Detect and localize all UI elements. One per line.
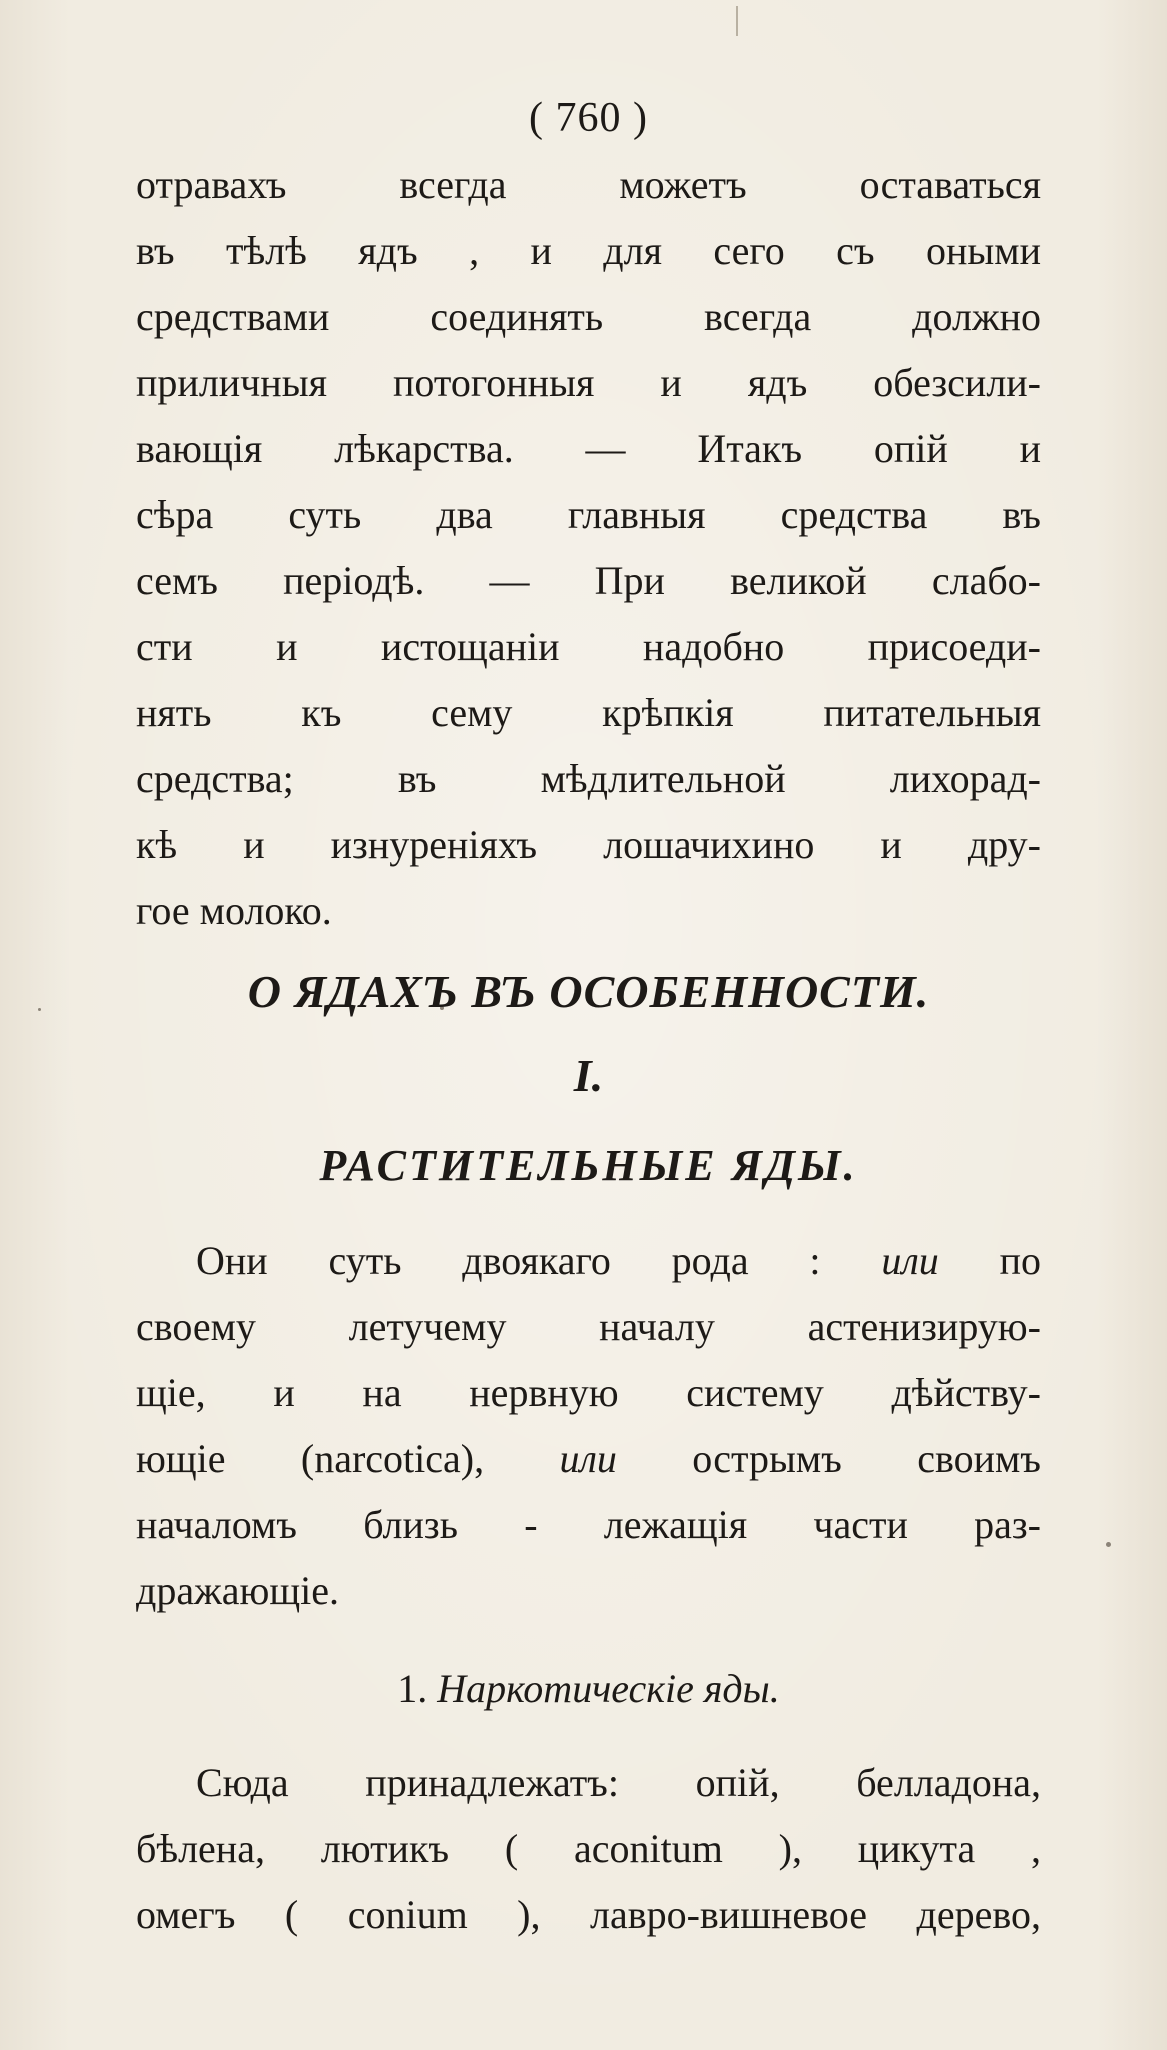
text-line: семъ періодѣ. — При великой слабо- <box>136 558 1041 603</box>
paragraph-plant-poisons <box>136 1228 1041 1624</box>
text-line: вающія лѣкарства. — Итакъ опій и <box>136 426 1041 471</box>
italic-word: или <box>881 1238 939 1283</box>
text-line: гое молоко. <box>136 888 332 933</box>
italic-word: или <box>559 1436 617 1481</box>
text-line: сѣра суть два главныя средства въ <box>136 492 1041 537</box>
page-content <box>136 92 1041 1948</box>
subsection-title: Наркотическіе яды. <box>437 1666 780 1711</box>
text-run: по <box>938 1238 1042 1283</box>
chapter-heading: О ЯДАХЪ ВЪ ОСОБЕННОСТИ. <box>247 966 930 1017</box>
text-line <box>136 1426 1041 1492</box>
text-run: острымъ своимъ <box>616 1436 1041 1481</box>
subsection-number: 1. <box>397 1666 428 1711</box>
text-run: ющіе (narcotica), <box>136 1436 560 1481</box>
text-line: своему летучему началу астенизирую- <box>136 1304 1041 1349</box>
text-line: щіе, и на нервную систему дѣйству- <box>136 1370 1041 1415</box>
page-number: ( 760 ) <box>529 95 648 141</box>
text-line: средствами соединять всегда должно <box>136 294 1041 339</box>
text-line <box>136 1228 1041 1294</box>
text-line: кѣ и изнуреніяхъ лошачихино и дру- <box>136 822 1041 867</box>
subsection-heading <box>136 1654 1041 1724</box>
text-line: приличныя потогонныя и ядъ обезсили- <box>136 360 1041 405</box>
text-line: сти и истощаніи надобно присоеди- <box>136 624 1041 669</box>
text-line: омегъ ( conium ), лавро-вишневое дерево, <box>136 1892 1041 1937</box>
paragraph-continuation <box>136 152 1041 944</box>
paragraph-narcotic-list <box>136 1750 1041 1948</box>
text-line: въ тѣлѣ ядъ , и для сего съ оными <box>136 228 1041 273</box>
ink-speck <box>1106 1542 1111 1547</box>
section-number: I. <box>573 1050 604 1101</box>
text-line: Сюда принадлежатъ: опій, белладона, <box>196 1760 1041 1805</box>
text-line: дражающіе. <box>136 1568 340 1613</box>
page-edge-mark <box>736 6 738 36</box>
text-line: отравахъ всегда можетъ оставаться <box>136 162 1041 207</box>
text-line: нять къ сему крѣпкія питательныя <box>136 690 1041 735</box>
text-line: бѣлена, лютикъ ( aconitum ), цикута , <box>136 1826 1041 1871</box>
text-run: Они суть двоякаго рода : <box>196 1238 882 1283</box>
text-line: началомъ близь - лежащія части раз- <box>136 1502 1041 1547</box>
text-line: средства; въ мѣдлительной лихорад- <box>136 756 1041 801</box>
ink-speck <box>38 1008 41 1011</box>
section-heading: РАСТИТЕЛЬНЫЕ ЯДЫ. <box>319 1141 858 1190</box>
